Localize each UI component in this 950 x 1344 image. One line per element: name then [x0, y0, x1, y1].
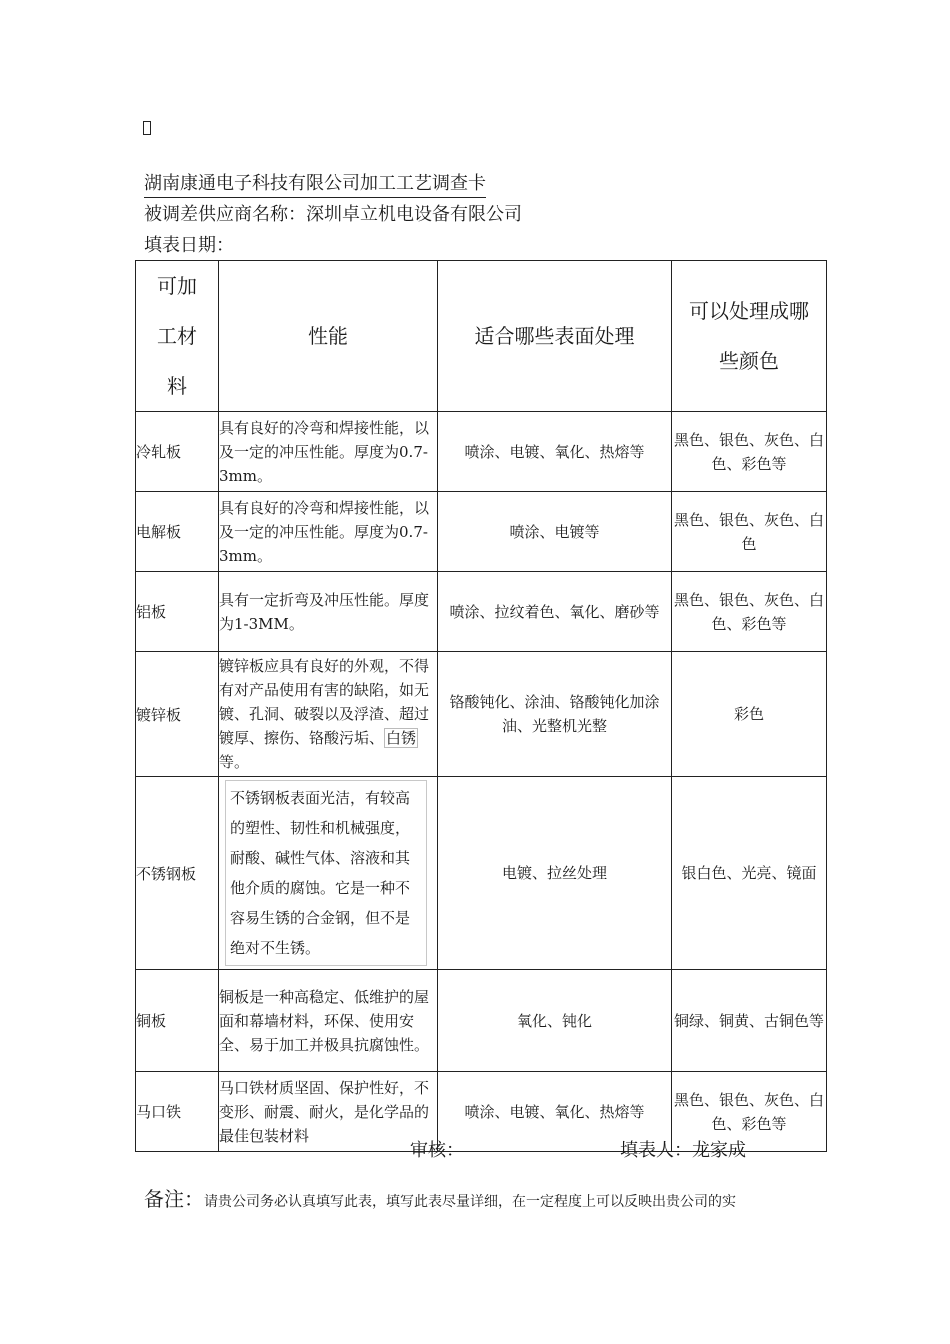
header-material-line-1: 可加 [157, 274, 197, 298]
performance-cell: 具有良好的冷弯和焊接性能，以及一定的冲压性能。厚度为0.7-3mm。 [219, 412, 438, 492]
material-cell: 铝板 [136, 572, 219, 652]
performance-cell: 马口铁材质坚固、保护性好，不变形、耐震、耐火，是化学品的最佳包装材料 [219, 1072, 438, 1152]
performance-text: 镀锌板应具有良好的外观，不得有对产品使用有害的缺陷，如无镀、孔洞、破裂以及浮渣、超过镀厚、擦伤、铬酸污垢、 [219, 657, 430, 747]
header-colors-line-1: 可以处理成哪 [689, 299, 809, 323]
missing-glyph-box [143, 121, 151, 135]
process-survey-table [135, 260, 827, 1152]
treatment-cell: 氧化、钝化 [438, 970, 672, 1072]
treatment-cell: 喷涂、电镀、氧化、热熔等 [438, 1072, 672, 1152]
material-cell: 镀锌板 [136, 652, 219, 777]
material-cell: 不锈钢板 [136, 777, 219, 970]
color-cell: 彩色 [672, 652, 827, 777]
treatment-cell: 铬酸钝化、涂油、铬酸钝化加涂油、光整机光整 [438, 652, 672, 777]
table-row [136, 777, 827, 970]
material-cell: 冷轧板 [136, 412, 219, 492]
table-row [136, 970, 827, 1072]
treatment-cell: 喷涂、电镀、氧化、热熔等 [438, 412, 672, 492]
header-material [136, 261, 219, 412]
performance-cell [219, 777, 438, 970]
table-row [136, 652, 827, 777]
table-row [136, 412, 827, 492]
header-colors-line-2: 些颜色 [719, 349, 779, 373]
performance-cell: 铜板是一种高稳定、低维护的屋面和幕墙材料，环保、使用安全、易于加工并极具抗腐蚀性。 [219, 970, 438, 1072]
table-row [136, 492, 827, 572]
header-colors [672, 261, 827, 412]
treatment-cell: 电镀、拉丝处理 [438, 777, 672, 970]
performance-cell: 具有良好的冷弯和焊接性能，以及一定的冲压性能。厚度为0.7-3mm。 [219, 492, 438, 572]
header-surface-treatment: 适合哪些表面处理 [438, 261, 672, 412]
filler-line: 填表人：龙家成 [620, 1140, 746, 1161]
color-cell: 铜绿、铜黄、古铜色等 [672, 970, 827, 1072]
fill-date-line: 填表日期： [144, 235, 234, 256]
header-material-line-2: 工材 [157, 324, 197, 348]
review-label: 审核： [410, 1140, 464, 1161]
header-performance: 性能 [219, 261, 438, 412]
remark-line [144, 1183, 736, 1212]
material-cell: 马口铁 [136, 1072, 219, 1152]
performance-cell: 具有一定折弯及冲压性能。厚度为1-3MM。 [219, 572, 438, 652]
treatment-cell: 喷涂、电镀等 [438, 492, 672, 572]
color-cell: 黑色、银色、灰色、白色 [672, 492, 827, 572]
document-title: 湖南康通电子科技有限公司加工工艺调查卡 [144, 172, 486, 198]
color-cell: 黑色、银色、灰色、白色、彩色等 [672, 572, 827, 652]
table-row [136, 572, 827, 652]
treatment-cell: 喷涂、拉纹着色、氧化、磨砂等 [438, 572, 672, 652]
remark-text: 请贵公司务必认真填写此表，填写此表尽量详细，在一定程度上可以反映出贵公司的实 [204, 1194, 736, 1210]
color-cell: 黑色、银色、灰色、白色、彩色等 [672, 1072, 827, 1152]
performance-text-box: 不锈钢板表面光洁，有较高的塑性、韧性和机械强度，耐酸、碱性气体、溶液和其他介质的腐蚀。它是一种不容易生锈的合金钢，但不是绝对不生锈。 [225, 780, 427, 966]
performance-text-tail: 等。 [219, 753, 250, 771]
color-cell: 黑色、银色、灰色、白色、彩色等 [672, 412, 827, 492]
performance-cell [219, 652, 438, 777]
material-cell: 铜板 [136, 970, 219, 1072]
header-material-line-3: 料 [167, 374, 187, 398]
table-header-row [136, 261, 827, 412]
material-cell: 电解板 [136, 492, 219, 572]
supplier-line: 被调差供应商名称：深圳卓立机电设备有限公司 [144, 204, 522, 225]
color-cell: 银白色、光亮、镜面 [672, 777, 827, 970]
performance-boxed-text: 白锈 [386, 729, 417, 747]
remark-label: 备注： [144, 1187, 204, 1211]
